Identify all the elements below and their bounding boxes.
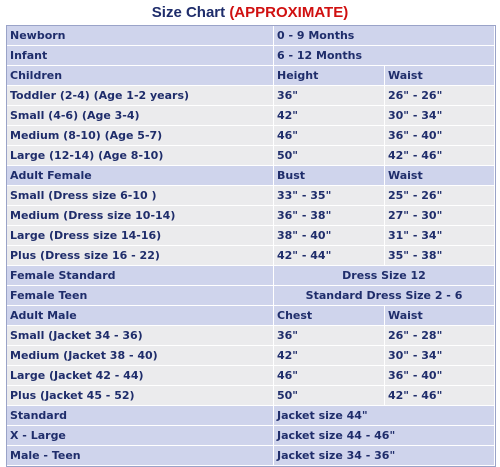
table-cell: Children xyxy=(7,66,274,86)
table-cell: Newborn xyxy=(7,26,274,46)
table-cell: 25" - 26" xyxy=(385,186,495,206)
size-chart-table xyxy=(6,25,496,467)
table-cell: Adult Male xyxy=(7,306,274,326)
table-cell: 26" - 28" xyxy=(385,326,495,346)
table-row xyxy=(7,386,495,406)
table-cell: Jacket size 44 - 46" xyxy=(274,426,495,446)
table-row xyxy=(7,406,495,426)
table-cell: Infant xyxy=(7,46,274,66)
table-cell: 42" - 46" xyxy=(385,146,495,166)
table-cell: 30" - 34" xyxy=(385,346,495,366)
table-cell: Standard Dress Size 2 - 6 xyxy=(274,286,495,306)
size-chart-body xyxy=(7,26,495,466)
table-row xyxy=(7,126,495,146)
table-row xyxy=(7,286,495,306)
table-cell: Female Standard xyxy=(7,266,274,286)
table-row xyxy=(7,366,495,386)
table-row xyxy=(7,166,495,186)
table-cell: Small (Dress size 6-10 ) xyxy=(7,186,274,206)
table-row xyxy=(7,446,495,466)
table-cell: 36" - 40" xyxy=(385,126,495,146)
table-cell: Waist xyxy=(385,166,495,186)
table-cell: 36" - 40" xyxy=(385,366,495,386)
title-note: (APPROXIMATE) xyxy=(229,4,349,21)
table-cell: Small (4-6) (Age 3-4) xyxy=(7,106,274,126)
table-cell: 26" - 26" xyxy=(385,86,495,106)
table-cell: Female Teen xyxy=(7,286,274,306)
table-cell: Small (Jacket 34 - 36) xyxy=(7,326,274,346)
table-cell: 42" xyxy=(274,346,385,366)
table-row xyxy=(7,186,495,206)
table-cell: 6 - 12 Months xyxy=(274,46,495,66)
page-title xyxy=(0,4,500,21)
table-row xyxy=(7,226,495,246)
table-cell: Jacket size 34 - 36" xyxy=(274,446,495,466)
title-main: Size Chart xyxy=(151,4,226,21)
table-cell: X - Large xyxy=(7,426,274,446)
table-cell: Waist xyxy=(385,66,495,86)
table-row xyxy=(7,46,495,66)
table-cell: 50" xyxy=(274,146,385,166)
table-row xyxy=(7,266,495,286)
table-cell: Medium (8-10) (Age 5-7) xyxy=(7,126,274,146)
table-cell: Medium (Jacket 38 - 40) xyxy=(7,346,274,366)
table-row xyxy=(7,326,495,346)
table-row xyxy=(7,26,495,46)
table-cell: 36" xyxy=(274,86,385,106)
table-cell: 0 - 9 Months xyxy=(274,26,495,46)
table-cell: Toddler (2-4) (Age 1-2 years) xyxy=(7,86,274,106)
table-cell: Plus (Dress size 16 - 22) xyxy=(7,246,274,266)
table-cell: Plus (Jacket 45 - 52) xyxy=(7,386,274,406)
table-cell: 27" - 30" xyxy=(385,206,495,226)
table-cell: 42" - 44" xyxy=(274,246,385,266)
table-cell: Adult Female xyxy=(7,166,274,186)
table-cell: Dress Size 12 xyxy=(274,266,495,286)
table-row xyxy=(7,346,495,366)
table-cell: Bust xyxy=(274,166,385,186)
table-cell: 50" xyxy=(274,386,385,406)
table-row xyxy=(7,86,495,106)
table-row xyxy=(7,106,495,126)
table-row xyxy=(7,66,495,86)
table-cell: 38" - 40" xyxy=(274,226,385,246)
table-cell: Standard xyxy=(7,406,274,426)
table-cell: Large (12-14) (Age 8-10) xyxy=(7,146,274,166)
table-cell: 36" - 38" xyxy=(274,206,385,226)
table-cell: 35" - 38" xyxy=(385,246,495,266)
table-row xyxy=(7,306,495,326)
table-cell: 33" - 35" xyxy=(274,186,385,206)
table-cell: 36" xyxy=(274,326,385,346)
table-cell: Medium (Dress size 10-14) xyxy=(7,206,274,226)
table-cell: Chest xyxy=(274,306,385,326)
table-cell: Height xyxy=(274,66,385,86)
table-row xyxy=(7,146,495,166)
table-cell: Jacket size 44" xyxy=(274,406,495,426)
table-cell: 42" xyxy=(274,106,385,126)
table-cell: 46" xyxy=(274,126,385,146)
table-cell: Male - Teen xyxy=(7,446,274,466)
table-cell: 42" - 46" xyxy=(385,386,495,406)
table-cell: 30" - 34" xyxy=(385,106,495,126)
table-row xyxy=(7,246,495,266)
table-cell: Large (Jacket 42 - 44) xyxy=(7,366,274,386)
table-row xyxy=(7,426,495,446)
table-cell: 46" xyxy=(274,366,385,386)
table-cell: Large (Dress size 14-16) xyxy=(7,226,274,246)
table-cell: 31" - 34" xyxy=(385,226,495,246)
table-cell: Waist xyxy=(385,306,495,326)
table-row xyxy=(7,206,495,226)
